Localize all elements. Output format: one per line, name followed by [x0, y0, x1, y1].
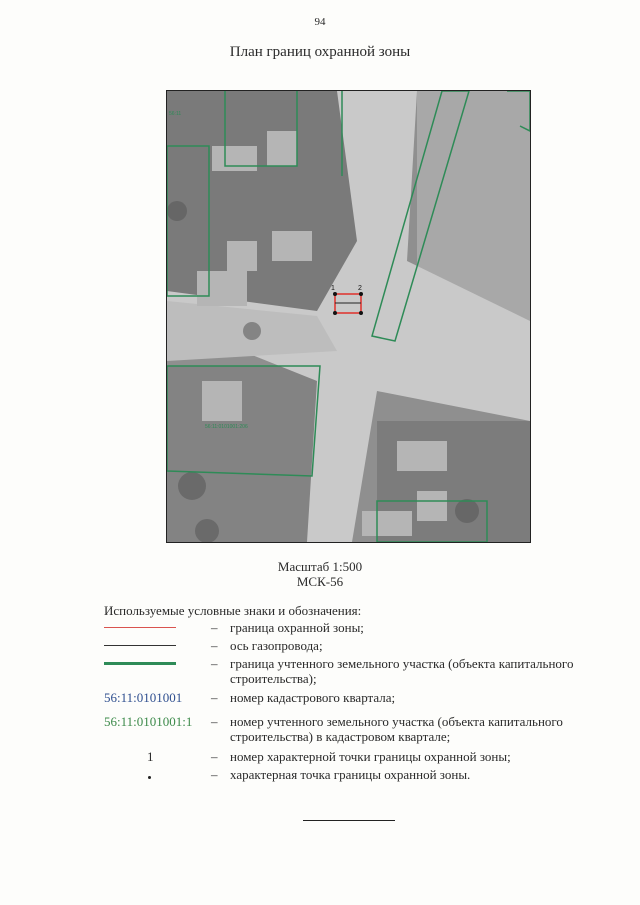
legend-desc: номер характерной точки границы охранной зоны;: [230, 749, 511, 764]
point-dot-icon: [148, 776, 151, 779]
legend-desc: номер учтенного земельного участка (объекта капитального строительства) в кадастровом квартале;: [230, 714, 563, 744]
legend-desc: граница охранной зоны;: [230, 620, 364, 635]
coordinate-system: МСК-56: [296, 574, 344, 589]
map-quarter-label: 56:11: [169, 111, 182, 117]
dark-line-symbol: [104, 645, 176, 646]
legend-dash: –: [211, 690, 218, 705]
plan-title: План границ охранной зоны: [229, 44, 411, 60]
legend-dash: –: [211, 749, 218, 764]
red-line-symbol: [104, 627, 176, 628]
parcel-code-sample: 56:11:0101001:1: [104, 714, 193, 729]
legend-dash: –: [211, 656, 218, 671]
legend-desc: номер кадастрового квартала;: [230, 690, 396, 705]
aerial-map: [166, 90, 531, 543]
point-label-2: 2: [358, 285, 362, 292]
legend-dash: –: [211, 620, 218, 635]
point-label-1: 1: [331, 285, 335, 292]
map-parcel-label: 56:11:0101001:206: [205, 424, 248, 430]
legend-dash: –: [211, 767, 218, 782]
legend-desc: характерная точка границы охранной зоны.: [230, 767, 471, 782]
legend-dash: –: [211, 638, 218, 653]
point-number-sample: 1: [147, 749, 154, 764]
quarter-code-sample: 56:11:0101001: [104, 690, 183, 705]
page-number: 94: [314, 16, 326, 28]
legend-desc: ось газопровода;: [230, 638, 323, 653]
legend-desc: граница учтенного земельного участка (объекта капитального строительства);: [230, 656, 574, 686]
green-line-symbol: [104, 662, 176, 665]
legend-dash: –: [211, 714, 218, 729]
legend-heading: Используемые условные знаки и обозначения:: [104, 603, 362, 618]
signature-line: [303, 820, 395, 821]
scale-ratio: Масштаб 1:500: [277, 559, 363, 574]
scale-block: [0, 559, 640, 589]
